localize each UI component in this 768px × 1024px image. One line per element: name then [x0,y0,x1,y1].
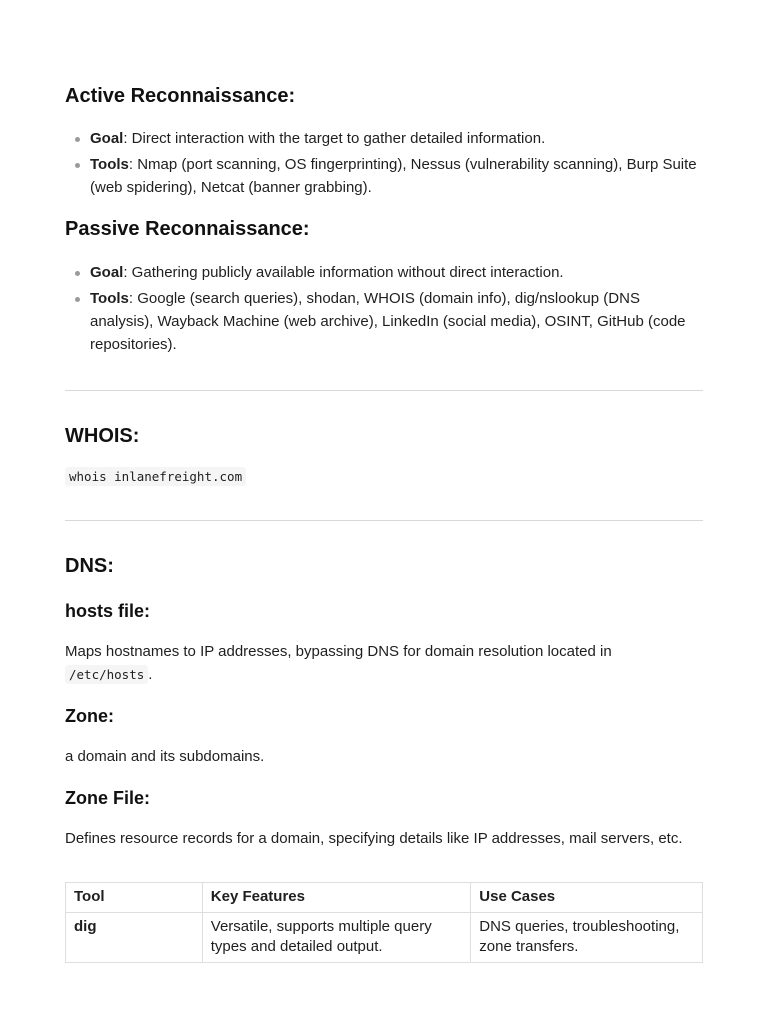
dns-heading: DNS: [65,555,114,577]
hosts-file-heading: hosts file: [65,601,151,621]
item-label: Tools [90,156,129,173]
item-text: : Direct interaction with the target to gather detailed information. [123,130,546,147]
zone-heading: Zone: [65,706,114,726]
passive-recon-heading: Passive Reconnaissance: [65,218,310,240]
table-cell: Versatile, supports multiple query types and detailed output. [202,913,471,963]
active-recon-list [65,127,703,202]
zone-file-text: Defines resource records for a domain, specifying details like IP addresses, mail servers, etc. [65,830,683,847]
hosts-file-description: Maps hostnames to IP addresses, bypassing DNS for domain resolution located in [65,643,612,660]
list-item [65,287,703,356]
item-label: Tools [90,290,129,307]
table-header-cell: Key Features [202,883,471,913]
whois-heading: WHOIS: [65,425,140,447]
passive-recon-list [65,261,703,359]
table-header-cell: Use Cases [471,883,703,913]
item-label: Goal [90,264,124,281]
table-row [66,913,703,963]
divider [65,390,703,391]
hosts-file-path: /etc/hosts [65,665,148,684]
dns-tools-table [65,882,703,963]
tool-name: dig [74,918,97,935]
zone-file-heading: Zone File: [65,788,150,808]
list-item [65,261,703,284]
whois-command-line [65,465,703,488]
item-text: : Nmap (port scanning, OS fingerprinting), Nessus (vulnerability scanning), Burp Suite (web spidering), Netcat (banner grabbing). [90,156,697,196]
active-recon-heading: Active Reconnaissance: [65,85,296,107]
table-header-cell: Tool [66,883,203,913]
item-text: : Gathering publicly available information without direct interaction. [123,264,564,281]
item-label: Goal [90,130,124,147]
divider [65,520,703,521]
table-header-row [66,883,703,913]
list-item [65,127,703,150]
table-cell: DNS queries, troubleshooting, zone transfers. [471,913,703,963]
item-text: : Google (search queries), shodan, WHOIS (domain info), dig/nslookup (DNS analysis), Wayback Machine (web archive), LinkedIn (social media), OSINT, GitHub (code repositories). [90,290,686,353]
zone-text: a domain and its subdomains. [65,748,265,765]
table-cell-tool [66,913,203,963]
list-item [65,153,703,199]
whois-command: whois inlanefreight.com [65,467,246,486]
hosts-file-suffix: . [148,666,153,683]
hosts-file-text [65,640,703,686]
